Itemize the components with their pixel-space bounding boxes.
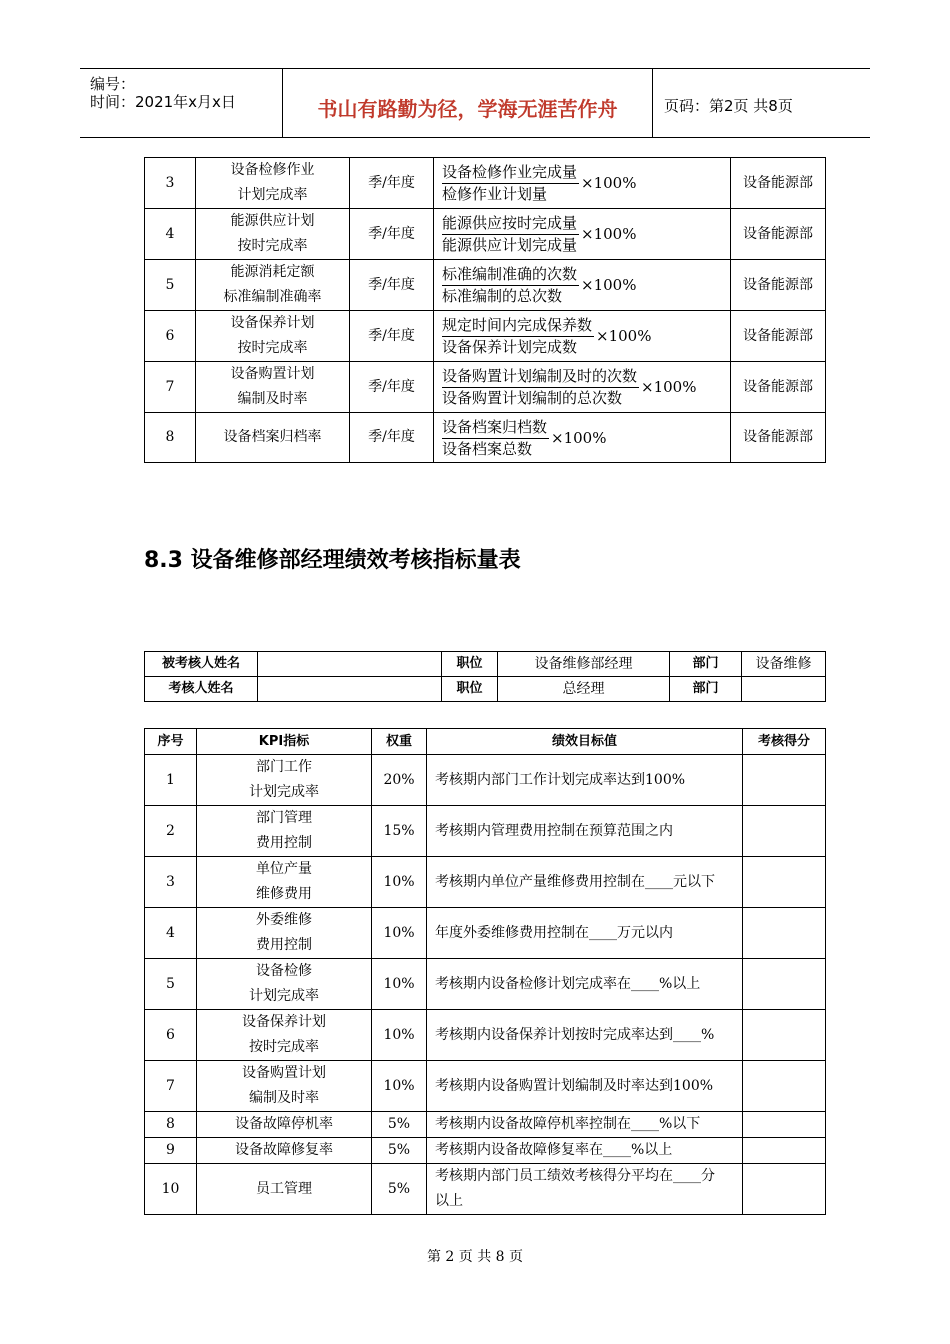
kpi-target bbox=[427, 857, 743, 908]
row-number: 8 bbox=[145, 413, 196, 463]
document-number-label: 编号： bbox=[90, 75, 136, 93]
kpi-score-cell[interactable] bbox=[743, 1010, 826, 1061]
row-number: 7 bbox=[145, 362, 196, 413]
kpi-name bbox=[197, 1061, 372, 1112]
kpi-target-line2: 以上 bbox=[435, 1193, 463, 1209]
kpi-name-line2: 计划完成率 bbox=[237, 187, 308, 203]
table-row bbox=[145, 413, 826, 463]
kpi-weight: 10% bbox=[372, 857, 427, 908]
header-meta bbox=[80, 69, 283, 137]
table-row bbox=[145, 362, 826, 413]
assessor-name-label: 考核人姓名 bbox=[145, 677, 258, 702]
kpi-target bbox=[427, 1164, 743, 1215]
table-row bbox=[145, 1010, 826, 1061]
kpi-score-cell[interactable] bbox=[743, 806, 826, 857]
fraction bbox=[442, 264, 579, 307]
formula-multiplier: ×100% bbox=[596, 327, 652, 345]
table-row bbox=[145, 755, 826, 806]
assessor-position-value[interactable]: 总经理 bbox=[498, 677, 670, 702]
assessment-period: 季/年度 bbox=[350, 158, 434, 209]
assessee-department-value[interactable]: 设备维修 bbox=[742, 652, 826, 677]
kpi-score-cell[interactable] bbox=[743, 1112, 826, 1138]
kpi-name bbox=[197, 959, 372, 1010]
row-number: 9 bbox=[145, 1138, 197, 1164]
kpi-name-line1: 设备保养计划 bbox=[242, 1014, 326, 1030]
formula-cell bbox=[434, 311, 731, 362]
formula-cell bbox=[434, 260, 731, 311]
table-row bbox=[145, 158, 826, 209]
position-label: 职位 bbox=[442, 677, 498, 702]
formula-denominator: 标准编制的总次数 bbox=[442, 287, 563, 305]
formula-numerator: 设备档案归档数 bbox=[442, 417, 549, 439]
kpi-name-line1: 设备购置计划 bbox=[242, 1065, 326, 1081]
kpi-name bbox=[196, 413, 350, 463]
kpi-weight: 5% bbox=[372, 1112, 427, 1138]
kpi-name bbox=[196, 209, 350, 260]
row-number: 8 bbox=[145, 1112, 197, 1138]
row-number: 5 bbox=[145, 959, 197, 1010]
fraction bbox=[442, 366, 639, 409]
formula-denominator: 能源供应计划完成量 bbox=[442, 236, 578, 254]
kpi-name bbox=[196, 260, 350, 311]
header-target: 绩效目标值 bbox=[427, 729, 743, 755]
responsible-department: 设备能源部 bbox=[731, 260, 826, 311]
fraction bbox=[442, 162, 579, 205]
kpi-name-line2: 计划完成率 bbox=[249, 784, 319, 800]
formula-numerator: 设备购置计划编制及时的次数 bbox=[442, 366, 639, 388]
table-row bbox=[145, 806, 826, 857]
kpi-name-line2: 维修费用 bbox=[256, 886, 312, 902]
kpi-continued-table bbox=[144, 157, 826, 463]
kpi-name-line1: 设备档案归档率 bbox=[223, 429, 322, 445]
kpi-target bbox=[427, 1010, 743, 1061]
row-number: 4 bbox=[145, 908, 197, 959]
position-label: 职位 bbox=[442, 652, 498, 677]
formula-numerator: 设备检修作业完成量 bbox=[442, 162, 579, 184]
kpi-target-line1: 考核期内单位产量维修费用控制在____元以下 bbox=[435, 873, 715, 890]
info-row bbox=[145, 677, 826, 702]
row-number: 5 bbox=[145, 260, 196, 311]
kpi-name-line1: 设备检修作业 bbox=[230, 162, 315, 178]
formula-cell bbox=[434, 413, 731, 463]
assessment-period: 季/年度 bbox=[350, 311, 434, 362]
kpi-name bbox=[197, 755, 372, 806]
fraction bbox=[442, 315, 594, 358]
assessment-period: 季/年度 bbox=[350, 413, 434, 463]
table-row bbox=[145, 1164, 826, 1215]
formula-multiplier: ×100% bbox=[641, 378, 697, 396]
assessee-position-value[interactable]: 设备维修部经理 bbox=[498, 652, 670, 677]
kpi-name-line2: 费用控制 bbox=[256, 835, 312, 851]
formula-denominator: 设备保养计划完成数 bbox=[442, 338, 578, 356]
kpi-target-line1: 考核期内设备故障停机率控制在____%以下 bbox=[435, 1116, 701, 1132]
header-weight: 权重 bbox=[372, 729, 427, 755]
formula bbox=[442, 264, 636, 307]
formula-multiplier: ×100% bbox=[581, 225, 637, 243]
kpi-target bbox=[427, 1112, 743, 1138]
kpi-name-line1: 员工管理 bbox=[256, 1180, 312, 1197]
table-row bbox=[145, 311, 826, 362]
kpi-score-cell[interactable] bbox=[743, 857, 826, 908]
kpi-name bbox=[197, 857, 372, 908]
responsible-department: 设备能源部 bbox=[731, 209, 826, 260]
department-label: 部门 bbox=[670, 652, 742, 677]
header-score: 考核得分 bbox=[743, 729, 826, 755]
kpi-name bbox=[197, 1112, 372, 1138]
table-row bbox=[145, 209, 826, 260]
kpi-name-line1: 部门工作 bbox=[256, 759, 312, 775]
kpi-weight: 10% bbox=[372, 908, 427, 959]
kpi-name-line2: 编制及时率 bbox=[237, 391, 308, 407]
table-row bbox=[145, 1138, 826, 1164]
kpi-name-line1: 设备保养计划 bbox=[230, 315, 315, 331]
formula-numerator: 能源供应按时完成量 bbox=[442, 213, 579, 235]
header-motto: 书山有路勤为径，学海无涯苦作舟 bbox=[283, 69, 653, 137]
kpi-weight: 5% bbox=[372, 1164, 427, 1215]
kpi-weight: 15% bbox=[372, 806, 427, 857]
row-number: 7 bbox=[145, 1061, 197, 1112]
formula-denominator: 设备购置计划编制的总次数 bbox=[442, 389, 623, 407]
row-number: 2 bbox=[145, 806, 197, 857]
page-footer: 第 2 页 共 8 页 bbox=[426, 1249, 524, 1265]
kpi-name-line1: 设备故障修复率 bbox=[235, 1142, 333, 1158]
formula-multiplier: ×100% bbox=[551, 428, 607, 447]
department-label: 部门 bbox=[670, 677, 742, 702]
kpi-name bbox=[197, 1010, 372, 1061]
table-row bbox=[145, 1112, 826, 1138]
kpi-name-line1: 设备检修 bbox=[256, 963, 312, 979]
kpi-target-line1: 年度外委维修费用控制在____万元以内 bbox=[435, 924, 673, 941]
responsible-department: 设备能源部 bbox=[731, 413, 826, 463]
assessment-period: 季/年度 bbox=[350, 362, 434, 413]
kpi-target bbox=[427, 806, 743, 857]
formula bbox=[442, 162, 636, 205]
kpi-weight: 10% bbox=[372, 1061, 427, 1112]
kpi-target bbox=[427, 755, 743, 806]
kpi-target bbox=[427, 1138, 743, 1164]
kpi-name-line2: 编制及时率 bbox=[249, 1090, 319, 1106]
header-no: 序号 bbox=[145, 729, 197, 755]
kpi-target-line1: 考核期内部门员工绩效考核得分平均在____分 bbox=[435, 1168, 715, 1184]
kpi-name-line1: 部门管理 bbox=[256, 810, 312, 826]
row-number: 3 bbox=[145, 158, 196, 209]
formula-denominator: 检修作业计划量 bbox=[442, 185, 548, 203]
responsible-department: 设备能源部 bbox=[731, 362, 826, 413]
kpi-name-line2: 费用控制 bbox=[256, 937, 312, 953]
assessee-name-value[interactable] bbox=[258, 652, 442, 677]
kpi-name-line1: 能源供应计划 bbox=[230, 213, 315, 229]
kpi-name bbox=[197, 806, 372, 857]
kpi-target-line1: 考核期内设备购置计划编制及时率达到100% bbox=[435, 1077, 714, 1094]
kpi-name bbox=[197, 1164, 372, 1215]
formula bbox=[442, 315, 651, 358]
assessment-period: 季/年度 bbox=[350, 260, 434, 311]
assessment-info-table bbox=[144, 651, 826, 702]
kpi-score-cell[interactable] bbox=[743, 1061, 826, 1112]
formula-cell bbox=[434, 158, 731, 209]
kpi-weight: 20% bbox=[372, 755, 427, 806]
kpi-name-line1: 外委维修 bbox=[256, 912, 312, 928]
header-kpi: KPI指标 bbox=[197, 729, 372, 755]
kpi-name-line1: 设备故障停机率 bbox=[235, 1116, 333, 1132]
kpi-name bbox=[197, 908, 372, 959]
formula bbox=[442, 366, 696, 409]
page-header bbox=[80, 68, 870, 138]
kpi-weight: 10% bbox=[372, 1010, 427, 1061]
kpi-score-cell[interactable] bbox=[743, 959, 826, 1010]
kpi-name-line2: 计划完成率 bbox=[249, 988, 319, 1004]
formula bbox=[442, 213, 636, 256]
table-row bbox=[145, 959, 826, 1010]
formula-denominator: 设备档案总数 bbox=[442, 439, 533, 458]
kpi-weight: 5% bbox=[372, 1138, 427, 1164]
kpi-target-line1: 考核期内设备故障修复率在____%以上 bbox=[435, 1142, 673, 1158]
row-number: 1 bbox=[145, 755, 197, 806]
kpi-table bbox=[144, 728, 826, 1215]
formula-cell bbox=[434, 362, 731, 413]
responsible-department: 设备能源部 bbox=[731, 311, 826, 362]
kpi-score-cell[interactable] bbox=[743, 755, 826, 806]
kpi-target bbox=[427, 1061, 743, 1112]
table-row bbox=[145, 260, 826, 311]
formula-cell bbox=[434, 209, 731, 260]
kpi-target-line1: 考核期内部门工作计划完成率达到100% bbox=[435, 771, 686, 788]
kpi-name-line1: 设备购置计划 bbox=[230, 366, 315, 382]
header-page-label: 页码：第2页 共8页 bbox=[664, 97, 793, 115]
kpi-target bbox=[427, 908, 743, 959]
table-row bbox=[145, 1061, 826, 1112]
kpi-name-line2: 按时完成率 bbox=[237, 238, 308, 254]
info-row bbox=[145, 652, 826, 677]
row-number: 10 bbox=[145, 1164, 197, 1215]
kpi-name-line1: 单位产量 bbox=[256, 861, 312, 877]
kpi-weight: 10% bbox=[372, 959, 427, 1010]
fraction bbox=[442, 417, 549, 460]
kpi-name-line2: 按时完成率 bbox=[249, 1039, 319, 1055]
kpi-name-line2: 按时完成率 bbox=[237, 340, 308, 356]
row-number: 4 bbox=[145, 209, 196, 260]
row-number: 3 bbox=[145, 857, 197, 908]
kpi-header-row bbox=[145, 729, 826, 755]
kpi-target-line1: 考核期内管理费用控制在预算范围之内 bbox=[435, 822, 673, 839]
table-row bbox=[145, 908, 826, 959]
kpi-target-line1: 考核期内设备检修计划完成率在____%以上 bbox=[435, 975, 701, 992]
kpi-name-line1: 能源消耗定额 bbox=[230, 264, 315, 280]
kpi-name-line2: 标准编制准确率 bbox=[223, 289, 322, 305]
formula-numerator: 标准编制准确的次数 bbox=[442, 264, 579, 286]
kpi-name bbox=[196, 362, 350, 413]
row-number: 6 bbox=[145, 311, 196, 362]
kpi-name bbox=[197, 1138, 372, 1164]
assessee-name-label: 被考核人姓名 bbox=[145, 652, 258, 677]
kpi-target bbox=[427, 959, 743, 1010]
assessment-period: 季/年度 bbox=[350, 209, 434, 260]
fraction bbox=[442, 213, 579, 256]
formula bbox=[442, 417, 606, 460]
kpi-target-line1: 考核期内设备保养计划按时完成率达到____% bbox=[435, 1026, 715, 1043]
assessor-department-value[interactable] bbox=[742, 677, 826, 702]
row-number: 6 bbox=[145, 1010, 197, 1061]
responsible-department: 设备能源部 bbox=[731, 158, 826, 209]
formula-numerator: 规定时间内完成保养数 bbox=[442, 315, 594, 337]
section-title: 8.3 设备维修部经理绩效考核指标量表 bbox=[144, 548, 521, 573]
table-row bbox=[145, 857, 826, 908]
kpi-score-cell[interactable] bbox=[743, 1164, 826, 1215]
assessor-name-value[interactable] bbox=[258, 677, 442, 702]
kpi-name bbox=[196, 158, 350, 209]
document-date-label: 时间：2021年x月x日 bbox=[90, 93, 236, 111]
formula-multiplier: ×100% bbox=[581, 174, 637, 192]
formula-multiplier: ×100% bbox=[581, 276, 637, 294]
kpi-score-cell[interactable] bbox=[743, 1138, 826, 1164]
kpi-name bbox=[196, 311, 350, 362]
kpi-score-cell[interactable] bbox=[743, 908, 826, 959]
